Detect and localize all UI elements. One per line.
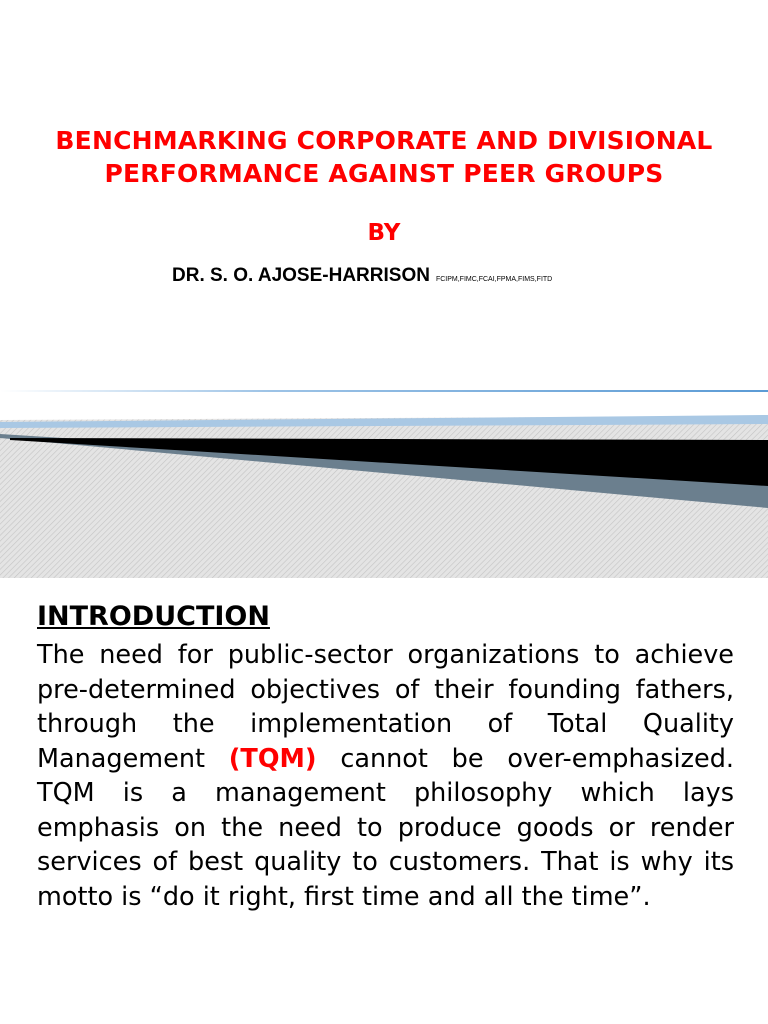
title-line-1: BENCHMARKING CORPORATE AND DIVISIONAL (55, 126, 713, 155)
author-credentials: FCIPM,FIMC,FCAI,FPMA,FIMS,FITD (435, 276, 553, 283)
introduction-heading: INTRODUCTION (37, 601, 270, 632)
intro-text-part-1: The need for public-sector organizations to achieve pre-determined objectives of their founding fathers, through the implementation of Total Quality Management (37, 640, 734, 774)
by-label: BY (367, 220, 401, 246)
banner-accent-line (0, 390, 768, 392)
intro-text-part-2: cannot be over-emphasized. TQM is a management philosophy which lays emphasis on the need to produce goods or render services of best quality to customers. That is why its motto is “do it right, first time and all the time”. (37, 743, 734, 912)
introduction-section (37, 600, 734, 914)
introduction-paragraph (37, 638, 734, 914)
author-line (172, 265, 552, 287)
author-name: DR. S. O. AJOSE-HARRISON (172, 265, 430, 286)
decorative-banner (0, 388, 768, 578)
title-line-2: PERFORMANCE AGAINST PEER GROUPS (104, 159, 664, 188)
slide-title (0, 124, 768, 190)
tqm-highlight: (TQM) (228, 743, 317, 774)
